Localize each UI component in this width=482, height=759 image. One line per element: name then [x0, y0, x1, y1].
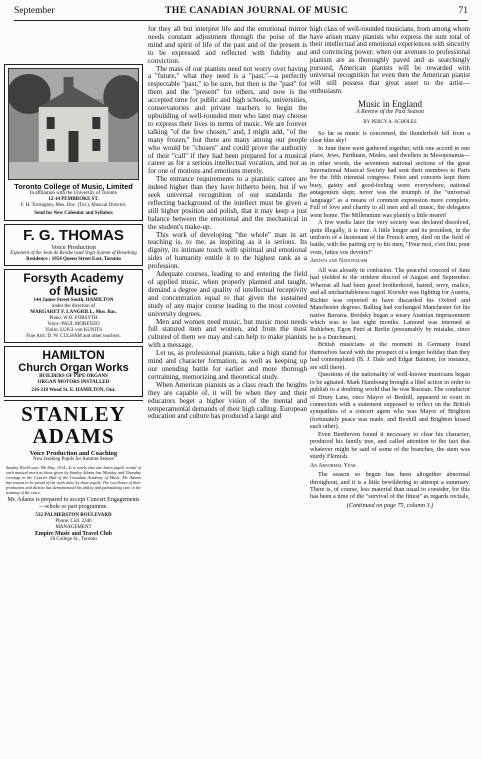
paragraph: Adequate courses, leading to and entering the field of applied music, when properly planned and taught, demand a degree and quality of intellectual receptivity and concentration equal to that given the sustained study of any major course leading to the most coveted university degrees.	[148, 270, 307, 318]
ad-line: ORGAN MOTORS INSTALLED	[37, 380, 110, 385]
article-column-2	[148, 26, 307, 421]
journal-title: THE CANADIAN JOURNAL OF MUSIC	[165, 6, 348, 16]
article-heading: Music in England	[358, 99, 422, 110]
article-subheading: A Review of the Past Season	[355, 108, 425, 115]
ad-line: Exponent of the Jean de Reszke (and Vogt) System of Breathing	[10, 251, 137, 256]
ad-line: Empire Music and Travel Club	[35, 531, 112, 537]
ad-hamilton-organ	[4, 346, 143, 397]
paragraph: This work of developing "the whole" man in art teaching is, to me, as inspiring as it is serious. Its dignity, its intimate touch with spiritual and emotional sides of humanity entitle it to the highest rank as a profession.	[148, 230, 307, 271]
advertisement-column	[4, 64, 143, 753]
ad-stanley-adams	[4, 400, 143, 545]
ad-title: HAMILTON	[42, 348, 105, 362]
college-building-image	[8, 68, 139, 180]
paragraph: Men and women need music, but music most needs full statured men and women, and from the most cultured of them we may and can help to make pianists with a message.	[148, 317, 307, 350]
ad-forsyth	[4, 269, 143, 343]
section-heading: Artists and Nationalism	[310, 258, 368, 265]
section-heading: An Abnormal Year	[310, 462, 356, 469]
ad-title: Church Organ Works	[18, 362, 129, 374]
paragraph: The mass of our pianists need not worry over having a "future," what they need is a "past,"—a perfectly respectable "past," to be sure, but then is the "past" for them and the "present" for others, and now is the accepted time for public and high schools, universities, conservatories and private teachers to begin the upbuilding of well-rounded men who later may choose to express their lives in terms of music. We are forever talking "of the few chosen," and, I might add, "of the many frozen," but there are many among our people who would be "chosen" and could prove the authority of their "call" if they had been prepared for a musical career as for a serious intellectual vocation, and not as for one of motions and emotions merely.	[148, 64, 307, 176]
paragraph: Even Beethoven found it necessary to clear his character, produced his family tree, and called attention to the fact that whatever might be said of some of the branches, the stem was sturdy Flemish.	[310, 430, 470, 461]
paragraph: The season so begun has been altogether abnormal throughout, and it is a little bewildering to attempt a summary. There is, of course, less material than usual to consider, for this has been a time of the "survival of the fittest" as regards recitals,	[310, 471, 470, 501]
ad-line: 12-14 PEMBROKE ST.	[48, 197, 99, 202]
ad-title: ADAMS	[32, 424, 115, 448]
ad-line: Send for New Calendar and Syllabus	[34, 211, 113, 216]
paragraph: British musicians at the moment in Germany found themselves faced with the prospect of a longer holiday than they had contemplated (B. J. Dale and Edgar Bainton, for instance, are still there).	[310, 341, 470, 371]
ad-line: F. H. Torrington, Mus. Doc. (Tor.), Musical Director.	[20, 203, 127, 208]
page-number: 71	[458, 6, 468, 16]
ad-line: Voice: PAUL MORENZO	[47, 322, 100, 327]
paragraph: In June there were gathered together, with one accord in one place, Jews, Parthians, Medes, and dwellers in Mesopotamia—in other words, the seventeen national sections of the great International Musical Society had sent their members to Paris for the fifth triennial congress. Fetes and concerts kept them busy, gaiety and good-feeling were everywhere, national antagonism slept; never was the triumph of the "universal language" as a means of common expression more complete. Full of love and charity to all men and all music, the delegates went home. The Millennium was plainly a little nearer!	[310, 144, 470, 219]
ad-title: of Music	[49, 284, 98, 298]
paragraph: The entrance requirements to a pianistic career are indeed higher than they have hitherto been, but if we seek universal recognition of our standards the reflecting background of the intellect must be given a still higher position and polish, that it may keep a just balance between the emotional and the mechanical in the student's make-up.	[148, 175, 307, 231]
paragraph: So far as music is concerned, the thunderbolt fell from a clear blue sky!	[310, 129, 470, 145]
ad-line: 216-218 Wood St. E. HAMILTON, Ont.	[31, 388, 116, 393]
ad-title: STANLEY	[21, 402, 126, 426]
ad-line: Residence : 1054 Queen Street East, Toronto	[26, 257, 121, 262]
ad-thomas	[4, 224, 143, 266]
ad-line: BUILDERS OF PIPE ORGANS	[39, 374, 108, 379]
ad-line: Fine Arts: D. W. CULHAM and other teachers.	[26, 334, 121, 339]
ad-line: Voice Production	[51, 244, 96, 251]
ad-line: Now booking Pupils for Autumn Season	[33, 457, 114, 462]
header-rule	[14, 20, 468, 21]
paragraph: A few weeks later the very society was declared dissolved, quite illegally, it is true. A little longer and its president, in the uniform of a lieutenant of the French army, died on the field of battle, with the parting cry to his men, "Pour moi, c'est fini; pour vous, faites vos devoirs!"	[310, 219, 470, 256]
running-header	[14, 6, 468, 20]
ad-line: 532 PALMERSTON BOULEVARD	[35, 513, 112, 518]
ad-title: Toronto College of Music, Limited	[14, 182, 133, 191]
continued-note: (Continued on page 75, column 3.)	[346, 501, 434, 509]
header-month: September	[14, 6, 55, 16]
paragraph: When American pianists as a class reach the heights they are capable of, it will be when they and their educators beget a higher vision of the mental and temperamental demands of their high calling. European education and culture has produced a large and	[148, 380, 307, 421]
article-byline: BY PERCY A. SCHOLES	[363, 120, 417, 126]
paragraph: Let us, as professional pianists, take a high stand for mind and character formation, as well as keeping up our unending battle for earlier and more thorough certraining, memorizing and theoretical study.	[148, 349, 307, 381]
ad-line: Mr. Adams is prepared to accept Concert Engagements—whole or part programme.	[7, 497, 140, 510]
ad-line: 144 James Street South, HAMILTON	[33, 298, 114, 303]
ad-line: In affiliation with the University of Toronto	[29, 191, 118, 196]
ad-line: MANAGEMENT	[55, 525, 92, 530]
article-column-3	[310, 26, 470, 509]
ad-body: Sunday World says, 9th May, 1914—It is rarely that one hears pupils recital of such musical merit as those given by Stanley Adams last Monday and Thursday evenings in the Concert Hall of the Canadian Academy of Music. Mr. Adams has reason to be proud of the work done by these pupils. The excellence of their production and diction has demonstrated his ability and painstaking care in the training of the voice.	[6, 465, 141, 495]
ad-line: Violin: LUIGI von KUNITS	[44, 328, 103, 333]
ad-title: F. G. THOMAS	[23, 227, 124, 244]
ad-line: under the direction of	[51, 304, 96, 309]
ad-line: 26 College St., Toronto	[50, 537, 97, 542]
ad-line: Piano: W.O. FORSYTH	[49, 316, 98, 321]
ad-line: Voice Production and Coaching	[29, 450, 118, 457]
paragraph: for they all but interpret life and the emotional mirror needs constant adjustment through the poise of the mind and spirit of life of the past and of the present is to be expressed and reflected with fidelity and conviction.	[148, 25, 307, 65]
paragraph: Questions of the nationality of well-known musicians began to be agitated. Mark Hambourg brought a libel action in order to publish to a doubting world that he was Russian. The conductor of Drury Lane, once Mayor of Bexhill, appeared in court in connection with a statement supposed to reflect on the British sympathies of a concert agent who was Mayor of Brighton (fortunately peace was made, and Bexhill and Brighton kissed each other).	[310, 371, 470, 431]
ad-toronto-college	[4, 64, 143, 221]
paragraph: high class of well-rounded musicians, from among whom have arisen many pianists who express the sum total of their intellectual and emotional experiences with sincerity and convincing power; when our avenues to professional pianism are as thoroughly paved and as searchingly pursued, American pianists will be rewarded with universal recognition for even then the American pianist will still possess that great asset to the artist—enthusiasm.	[310, 26, 470, 95]
ad-title: Forsyth Academy	[23, 271, 124, 285]
ad-line: MARGARET F. LANGRILL, Mus. Bac.	[30, 310, 117, 315]
paragraph: All was already in confusion. The peaceful concord of June had yielded to the strident discord of August and September. Whereat all had been good brotherhood, hatred, envy, malice, and all uncharitableness raged. Kreisler was fighting for Austria, Richter was reported to have discarded his Oxford and Manchester degrees. Balling had exchanged Manchester for his native Bavaria. Brodsky began a weary Austrian imprisonment which was to last eight months. Lamond was interned at Ruhleben, Egon Petri at Berlin (presumably by mistake, since he is a Dutchman).	[310, 266, 470, 341]
ad-line: Phone: Coll. 2346	[55, 519, 92, 524]
